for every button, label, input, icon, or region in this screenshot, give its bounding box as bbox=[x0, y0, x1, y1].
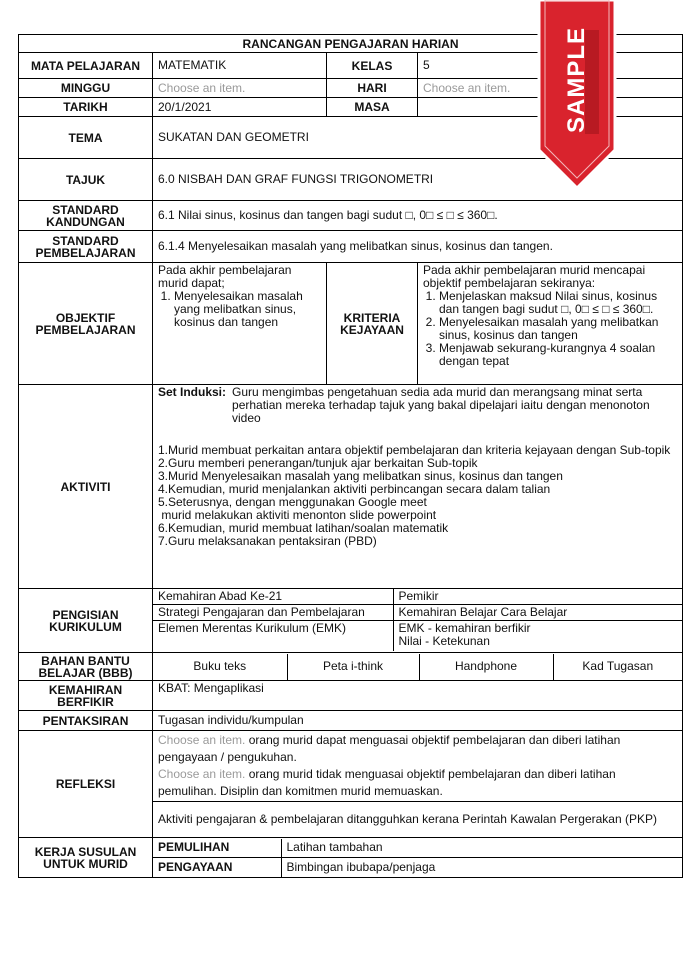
refleksi-text-2: orang murid tidak menguasai objektif pembelajaran dan diberi latihan pemulihan. Disiplin dan komitmen murid memuaskan. bbox=[158, 767, 616, 798]
kerja-value-pemulihan[interactable]: Latihan tambahan bbox=[281, 839, 682, 858]
value-tema[interactable]: SUKATAN DAN GEOMETRI bbox=[153, 117, 683, 159]
sample-text-wrap bbox=[533, 0, 621, 192]
aktiviti-step: 4.Kemudian, murid menjalankan aktiviti perbincangan secara dalam talian bbox=[158, 482, 551, 496]
label-mata-pelajaran: MATA PELAJARAN bbox=[19, 53, 153, 79]
refleksi-text-1: orang murid dapat menguasai objektif pembelajaran dan diberi latihan pengayaan / pengukuhan. bbox=[158, 733, 621, 764]
aktiviti-cell[interactable] bbox=[153, 385, 683, 589]
refleksi-dropdown-2[interactable]: Choose an item. bbox=[158, 767, 246, 781]
hari-dropdown[interactable]: Choose an item. bbox=[418, 79, 683, 98]
bahan-cell bbox=[153, 653, 683, 681]
label-aktiviti: AKTIVITI bbox=[19, 385, 153, 589]
value-tarikh[interactable]: 20/1/2021 bbox=[153, 98, 327, 117]
minggu-dropdown[interactable]: Choose an item. bbox=[153, 79, 327, 98]
aktiviti-step: 2.Guru memberi penerangan/tunjuk ajar berkaitan Sub-topik bbox=[158, 456, 478, 470]
kriteria-intro: Pada akhir pembelajaran murid mencapai objektif pembelajaran sekiranya: bbox=[423, 263, 646, 290]
value-kemahiran[interactable]: KBAT: Mengaplikasi bbox=[153, 681, 683, 711]
refleksi-line-2 bbox=[158, 766, 677, 800]
value-tajuk[interactable]: 6.0 NISBAH DAN GRAF FUNGSI TRIGONOMETRI bbox=[153, 159, 683, 201]
label-masa: MASA bbox=[327, 98, 418, 117]
pengisian-right[interactable]: Pemikir bbox=[393, 589, 682, 605]
refleksi-line-1 bbox=[158, 732, 677, 766]
label-pentaksiran: PENTAKSIRAN bbox=[19, 711, 153, 731]
kriteria-list bbox=[423, 290, 677, 368]
label-objektif: OBJEKTIF PEMBELAJARAN bbox=[19, 263, 153, 385]
pengisian-left[interactable]: Elemen Merentas Kurikulum (EMK) bbox=[153, 621, 393, 651]
bahan-item[interactable]: Kad Tugasan bbox=[582, 659, 654, 673]
pengisian-table bbox=[153, 589, 682, 651]
objektif-list bbox=[158, 290, 321, 329]
objektif-cell[interactable] bbox=[153, 263, 327, 385]
kriteria-item: 3. Menjawab sekurang-kurangnya 4 soalan dengan tepat bbox=[439, 342, 677, 368]
set-induksi-label: Set Induksi: bbox=[158, 385, 227, 399]
value-standard-pembelajaran[interactable]: 6.1.4 Menyelesaikan masalah yang melibatkan sinus, kosinus dan tangen. bbox=[153, 231, 683, 263]
bahan-item[interactable]: Buku teks bbox=[153, 654, 287, 680]
label-kelas: KELAS bbox=[327, 53, 418, 79]
pengisian-cell bbox=[153, 589, 683, 653]
pengisian-right: Nilai - Ketekunan bbox=[398, 634, 490, 648]
label-minggu: MINGGU bbox=[19, 79, 153, 98]
refleksi-dropdown-1[interactable]: Choose an item. bbox=[158, 733, 246, 747]
sample-text: SAMPLE bbox=[563, 26, 590, 134]
value-mata-pelajaran[interactable]: MATEMATIK bbox=[153, 53, 327, 79]
label-pengisian: PENGISIAN KURIKULUM bbox=[19, 589, 153, 653]
aktiviti-step: 7.Guru melaksanakan pentaksiran (PBD) bbox=[158, 534, 377, 548]
label-tarikh: TARIKH bbox=[19, 98, 153, 117]
label-kemahiran: KEMAHIRAN BERFIKIR bbox=[19, 681, 153, 711]
label-refleksi: REFLEKSI bbox=[19, 731, 153, 838]
aktiviti-step: 5.Seterusnya, dengan menggunakan Google meet bbox=[158, 495, 427, 509]
set-induksi-text: Guru mengimbas pengetahuan sedia ada murid dan merangsang minat serta perhatian mereka terhadap tajuk yang bakal dipelajari iaitu dengan menonoton video bbox=[232, 385, 650, 425]
objektif-item: 1. Menyelesaikan masalah yang melibatkan sinus, kosinus dan tangen bbox=[174, 290, 321, 329]
value-kelas[interactable]: 5 bbox=[418, 53, 683, 79]
document-title: RANCANGAN PENGAJARAN HARIAN bbox=[19, 35, 683, 53]
aktiviti-step: murid melakukan aktiviti menonton slide powerpoint bbox=[158, 508, 437, 522]
label-bahan: BAHAN BANTU BELAJAR (BBB) bbox=[19, 653, 153, 681]
bahan-item[interactable]: Peta i-think bbox=[287, 654, 419, 680]
kerja-value-pengayaan[interactable]: Bimbingan ibubapa/penjaga bbox=[281, 858, 682, 877]
set-induksi bbox=[158, 386, 677, 425]
objektif-intro: Pada akhir pembelajaran murid dapat; bbox=[158, 263, 292, 290]
label-kriteria: KRITERIA KEJAYAAN bbox=[327, 263, 418, 385]
label-hari: HARI bbox=[327, 79, 418, 98]
kriteria-cell[interactable] bbox=[418, 263, 683, 385]
pengisian-right-cell[interactable] bbox=[393, 621, 682, 651]
kriteria-item: 1. Menjelaskan maksud Nilai sinus, kosinus dan tangen bagi sudut □, 0□ ≤ □ ≤ 360□. bbox=[439, 290, 677, 316]
pengisian-left[interactable]: Kemahiran Abad Ke-21 bbox=[153, 589, 393, 605]
kerja-label-pengayaan: PENGAYAAN bbox=[153, 858, 281, 877]
bahan-table bbox=[153, 654, 682, 680]
value-standard-kandungan[interactable]: 6.1 Nilai sinus, kosinus dan tangen bagi sudut □, 0□ ≤ □ ≤ 360□. bbox=[153, 201, 683, 231]
sample-ribbon-watermark bbox=[533, 0, 621, 192]
aktiviti-step: 3.Murid Menyelesaikan masalah yang melibatkan sinus, kosinus dan tangen bbox=[158, 469, 563, 483]
label-standard-kandungan: STANDARD KANDUNGAN bbox=[19, 201, 153, 231]
label-tajuk: TAJUK bbox=[19, 159, 153, 201]
kriteria-item: 2. Menyelesaikan masalah yang melibatkan sinus, kosinus dan tangen bbox=[439, 316, 677, 342]
label-kerja-susulan: KERJA SUSULAN UNTUK MURID bbox=[19, 838, 153, 878]
pengisian-right[interactable]: Kemahiran Belajar Cara Belajar bbox=[393, 605, 682, 621]
value-pentaksiran[interactable]: Tugasan individu/kumpulan bbox=[153, 711, 683, 731]
kerja-susulan-table bbox=[153, 839, 682, 877]
kerja-susulan-cell bbox=[153, 838, 683, 878]
aktiviti-step: 6.Kemudian, murid membuat latihan/soalan matematik bbox=[158, 521, 449, 535]
label-standard-pembelajaran: STANDARD PEMBELAJARAN bbox=[19, 231, 153, 263]
aktiviti-step: 1.Murid membuat perkaitan antara objektif pembelajaran dan kriteria kejayaan dengan Sub-topik bbox=[158, 443, 671, 457]
bahan-item[interactable]: Handphone bbox=[419, 654, 553, 680]
refleksi-cell[interactable] bbox=[153, 731, 683, 802]
pengisian-right: EMK - kemahiran berfikir bbox=[398, 621, 531, 635]
kerja-label-pemulihan: PEMULIHAN bbox=[153, 839, 281, 858]
label-tema: TEMA bbox=[19, 117, 153, 159]
refleksi-note[interactable]: Aktiviti pengajaran & pembelajaran ditangguhkan kerana Perintah Kawalan Pergerakan (PKP) bbox=[153, 802, 683, 838]
pengisian-left[interactable]: Strategi Pengajaran dan Pembelajaran bbox=[153, 605, 393, 621]
